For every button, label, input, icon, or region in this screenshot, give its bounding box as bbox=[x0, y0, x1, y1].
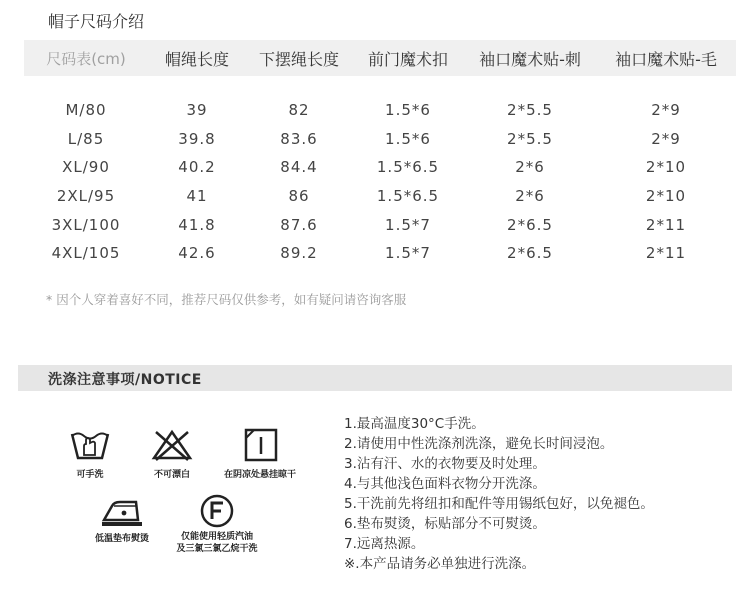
hand-wash-icon bbox=[68, 428, 112, 462]
care-item-line-dry bbox=[212, 428, 308, 480]
table-cell: 2*6 bbox=[515, 187, 545, 206]
table-cell: 86 bbox=[288, 187, 310, 206]
size-note: * 因个人穿着喜好不同，推荐尺码仅供参考，如有疑问请咨询客服 bbox=[46, 292, 407, 307]
table-row bbox=[24, 182, 736, 211]
table-cell: 82 bbox=[288, 101, 310, 120]
size-table-header-row bbox=[24, 40, 736, 76]
line-dry-shade-icon bbox=[238, 428, 282, 462]
table-row bbox=[24, 153, 736, 182]
no-bleach-icon bbox=[150, 428, 194, 462]
table-row bbox=[24, 239, 736, 268]
page-title: 帽子尺码介绍 bbox=[48, 12, 145, 31]
list-item: 7.远离热源。 bbox=[344, 536, 425, 552]
care-item-no-bleach bbox=[142, 428, 202, 480]
list-item: 3.沾有汗、水的衣物要及时处理。 bbox=[344, 456, 546, 472]
notice-header bbox=[18, 365, 732, 391]
table-cell: 1.5*6.5 bbox=[376, 158, 440, 177]
table-cell: 42.6 bbox=[178, 244, 216, 263]
care-label: 不可漂白 bbox=[153, 470, 190, 480]
table-cell: 84.4 bbox=[280, 158, 318, 177]
table-cell: 41 bbox=[186, 187, 208, 206]
care-label: 仅能使用轻质汽油 bbox=[180, 532, 253, 542]
header-cuff-hook: 袖口魔术贴-刺 bbox=[464, 40, 596, 76]
table-cell: 39.8 bbox=[178, 129, 216, 148]
table-cell: M/80 bbox=[65, 101, 107, 120]
header-hem-cord: 下摆绳长度 bbox=[246, 40, 352, 76]
table-cell: L/85 bbox=[67, 129, 105, 148]
care-instructions-list bbox=[344, 414, 654, 574]
low-iron-cloth-icon bbox=[100, 496, 144, 528]
list-item: 6.垫布熨烫，标贴部分不可熨烫。 bbox=[344, 516, 546, 532]
table-cell: 2*10 bbox=[645, 158, 687, 177]
table-row bbox=[24, 210, 736, 239]
table-cell: 89.2 bbox=[280, 244, 318, 263]
table-cell: 2*11 bbox=[645, 244, 687, 263]
table-cell: 2*5.5 bbox=[507, 101, 553, 120]
header-size: 尺码表(cm) bbox=[24, 40, 148, 76]
list-item: 4.与其他浅色面料衣物分开洗涤。 bbox=[344, 476, 546, 492]
table-cell: 2*9 bbox=[651, 129, 681, 148]
list-item: 2.请使用中性洗涤剂洗涤，避免长时间浸泡。 bbox=[344, 436, 614, 452]
table-cell: 39 bbox=[186, 101, 208, 120]
size-table bbox=[24, 40, 736, 268]
table-cell: 4XL/105 bbox=[51, 244, 121, 263]
table-cell: 1.5*7 bbox=[385, 215, 431, 234]
list-item: 5.干洗前先将纽扣和配件等用锡纸包好，以免褪色。 bbox=[344, 496, 654, 512]
table-cell: XL/90 bbox=[62, 158, 110, 177]
care-label: 在阴凉处悬挂晾干 bbox=[223, 470, 296, 480]
care-item-hand-wash bbox=[62, 428, 118, 480]
list-item: 1.最高温度30°C手洗。 bbox=[344, 416, 485, 432]
table-cell: 41.8 bbox=[178, 215, 216, 234]
header-cuff-loop: 袖口魔术贴-毛 bbox=[596, 40, 736, 76]
table-cell: 1.5*6 bbox=[385, 101, 431, 120]
table-cell: 2*11 bbox=[645, 215, 687, 234]
table-cell: 3XL/100 bbox=[51, 215, 121, 234]
table-cell: 2*5.5 bbox=[507, 129, 553, 148]
table-cell: 40.2 bbox=[178, 158, 216, 177]
care-label: 可手洗 bbox=[76, 470, 104, 480]
header-hat-cord: 帽绳长度 bbox=[148, 40, 246, 76]
table-cell: 2*10 bbox=[645, 187, 687, 206]
header-front-velcro: 前门魔术扣 bbox=[352, 40, 464, 76]
dry-clean-f-icon bbox=[197, 493, 237, 529]
table-cell: 1.5*6 bbox=[385, 129, 431, 148]
care-item-low-iron bbox=[84, 496, 160, 544]
table-cell: 2*6.5 bbox=[507, 215, 553, 234]
table-row bbox=[24, 96, 736, 125]
table-cell: 1.5*6.5 bbox=[376, 187, 440, 206]
care-label: 低温垫布熨烫 bbox=[94, 534, 149, 544]
table-cell: 2*6.5 bbox=[507, 244, 553, 263]
table-cell: 83.6 bbox=[280, 129, 318, 148]
table-cell: 2*9 bbox=[651, 101, 681, 120]
table-cell: 2XL/95 bbox=[56, 187, 116, 206]
notice-title: 洗涤注意事项/NOTICE bbox=[48, 372, 202, 388]
list-item: ※.本产品请务必单独进行洗涤。 bbox=[344, 556, 536, 572]
table-cell: 2*6 bbox=[515, 158, 545, 177]
table-cell: 1.5*7 bbox=[385, 244, 431, 263]
care-item-dry-clean bbox=[162, 493, 272, 555]
table-cell: 87.6 bbox=[280, 215, 318, 234]
care-label: 及三氯三氯乙烷干洗 bbox=[176, 544, 258, 554]
table-row bbox=[24, 125, 736, 154]
